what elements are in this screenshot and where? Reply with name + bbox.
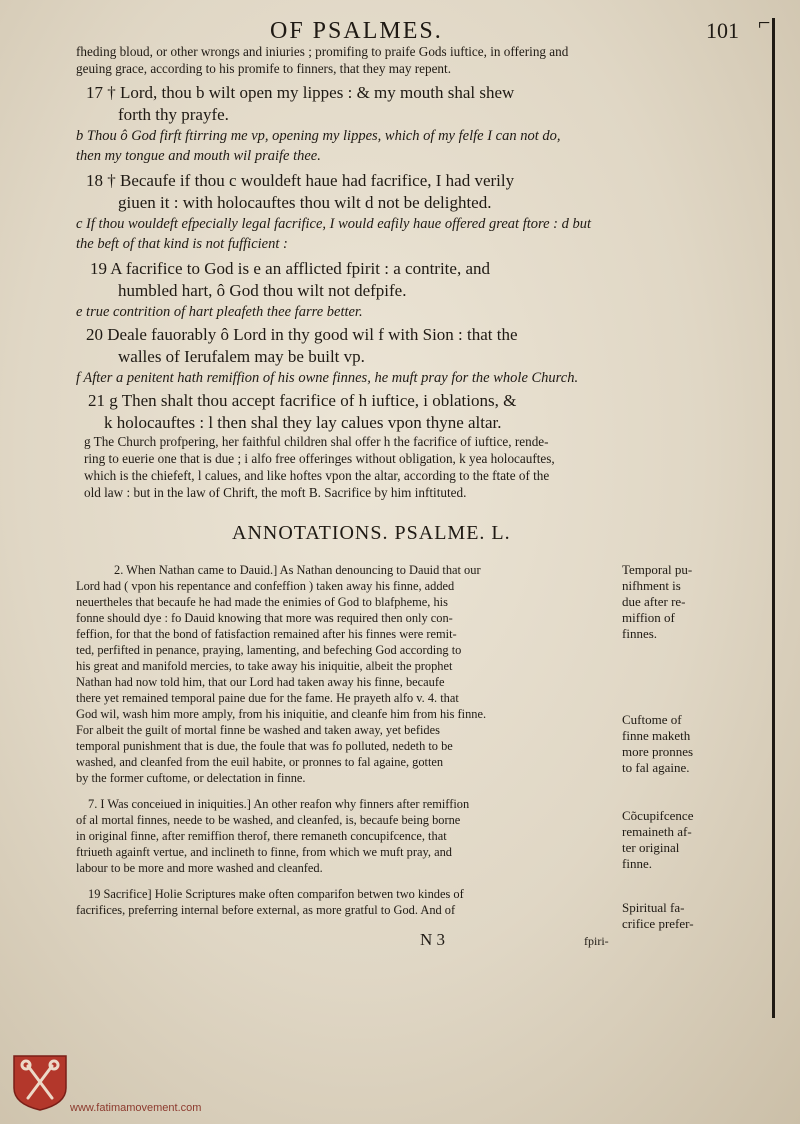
verse-line: humbled hart, ô God thou wilt not defpife. [118,281,407,300]
annotation-line: Nathan had now told him, that our Lord had taken away his finne, becaufe [76,675,445,689]
annotation-line: ted, perfifted in penance, praying, lamenting, and befeching God according to [76,643,462,657]
commentary-line: fheding bloud, or other wrongs and iniuries ; promifing to praife Gods iuftice, in offering and [76,44,569,59]
margin-note-line: Cõcupifcence [622,808,694,823]
annotation-line: fonne should dye : fo Dauid knowing that more was required then only con- [76,611,453,625]
margin-note-line: miffion of [622,610,675,625]
verse-line: 21 g Then shalt thou accept facrifice of h iuftice, i oblations, & [88,391,517,410]
gloss-note-line: f After a penitent hath remiffion of his owne finnes, he muft pray for the whole Church. [76,370,579,386]
margin-note-line: remaineth af- [622,824,692,839]
margin-note-line: finne maketh [622,728,691,743]
gloss-note-line: e true contrition of hart pleafeth thee farre better. [76,304,363,320]
annotation-line: washed, and cleanfed from the euil habite, or pronnes to fal againe, gotten [76,755,444,769]
margin-note-line: finne. [622,856,652,871]
commentary-line: ring to euerie one that is due ; i alfo free offeringes without obligation, k yea holocauftes, [84,451,555,466]
gloss-note-line: the beft of that kind is not fufficient : [76,236,288,252]
annotation-line: labour to be more and more washed and cleanfed. [76,861,323,875]
annotation-line: his great and manifold mercies, to take away his iniquitie, albeit the prophet [76,659,453,673]
annotation-line: For albeit the guilt of mortal finne be washed and taken away, yet befides [76,723,440,737]
margin-note-line: nifhment is [622,578,681,593]
running-header [0,18,760,46]
page-number: 101 [706,18,739,43]
margin-note-line: to fal againe. [622,760,690,775]
margin-note-line: crifice prefer- [622,916,694,931]
commentary-line: old law : but in the law of Chrift, the moft B. Sacrifice by him inftituted. [84,485,467,500]
commentary-line: g The Church profpering, her faithful children shal offer h the facrifice of iuftice, rende- [84,434,549,449]
annotation-line: by the former cuftome, or delectation in finne. [76,771,306,785]
catchword: fpiri- [584,934,609,948]
annotation-line: God wil, wash him more amply, from his iniquitie, and cleanfe him from his finne. [76,707,487,721]
commentary-line: which is the chiefeft, l calues, and like hoftes vpon the altar, according to the ftate of the [84,468,550,483]
verse-line: giuen it : with holocauftes thou wilt d not be delighted. [118,193,492,212]
gloss-note-line: then my tongue and mouth wil praife thee. [76,148,321,164]
commentary-line: geuing grace, according to his promife to finners, that they may repent. [76,61,451,76]
annotation-line: Lord had ( vpon his repentance and confeffion ) taken away his finne, added [76,579,455,593]
source-url: www.fatimamovement.com [70,1102,202,1114]
verse-line: 20 Deale fauorably ô Lord in thy good wil f with Sion : that the [86,325,518,344]
gloss-note-line: c If thou wouldeft efpecially legal facrifice, I would eafily haue offered great ftore : d but [76,216,592,232]
annotation-line: neuertheles that becaufe he had made the enimies of God to blafpheme, his [76,595,448,609]
annotation-line: 2. When Nathan came to Dauid.] As Nathan denouncing to Dauid that our [114,563,481,577]
margin-note-line: Temporal pu- [622,562,693,577]
fatima-crest-logo [12,1054,68,1112]
annotation-line: ftriueth againft vertue, and inclineth to finne, from which we muft pray, and [76,845,452,859]
vertical-rule [772,18,775,1018]
margin-note-line: finnes. [622,626,658,641]
annotation-line: 19 Sacrifice] Holie Scriptures make often comparifon betwen two kindes of [88,887,464,901]
margin-note-line: more pronnes [622,744,694,759]
verse-line: 19 A facrifice to God is e an afflicted fpirit : a contrite, and [90,259,490,278]
annotation-line: temporal punishment that is due, the foule that was fo polluted, nedeth to be [76,739,453,753]
verse-line: 17 † Lord, thou b wilt open my lippes : & my mouth shal shew [86,83,515,102]
annotation-line: feffion, for that the bond of fatisfaction remained after his finnes were remit- [76,627,457,641]
annotation-line: there yet remained temporal paine due for the fame. He prayeth alfo v. 4. that [76,691,459,705]
margin-note-line: due after re- [622,594,686,609]
margin-note-line: Cuftome of [622,712,682,727]
annotations-heading: ANNOTATIONS. PSALME. L. [232,522,511,544]
verse-line: forth thy prayfe. [118,105,229,124]
verse-line: 18 † Becaufe if thou c wouldeft haue had facrifice, I had verily [86,171,515,190]
corner-mark: ⌐ [758,10,771,35]
signature-mark: N 3 [420,930,446,949]
annotation-line: 7. I Was conceiued in iniquities.] An other reafon why finners after remiffion [88,797,470,811]
annotation-line: in original finne, after remiffion therof, there remaneth concupifcence, that [76,829,447,843]
header-title: OF PSALMES. [270,18,443,44]
annotation-line: of al mortal finnes, neede to be washed, and cleanfed, is, becaufe being borne [76,813,461,827]
margin-note-line: Spiritual fa- [622,900,685,915]
annotation-line: facrifices, preferring internal before external, as more gratful to God. And of [76,903,456,917]
verse-line: k holocauftes : l then shal they lay calues vpon thyne altar. [104,413,502,432]
verse-line: walles of Ierufalem may be built vp. [118,347,365,366]
margin-note-line: ter original [622,840,680,855]
gloss-note-line: b Thou ô God firft ftirring me vp, opening my lippes, which of my felfe I can not do, [76,128,561,144]
